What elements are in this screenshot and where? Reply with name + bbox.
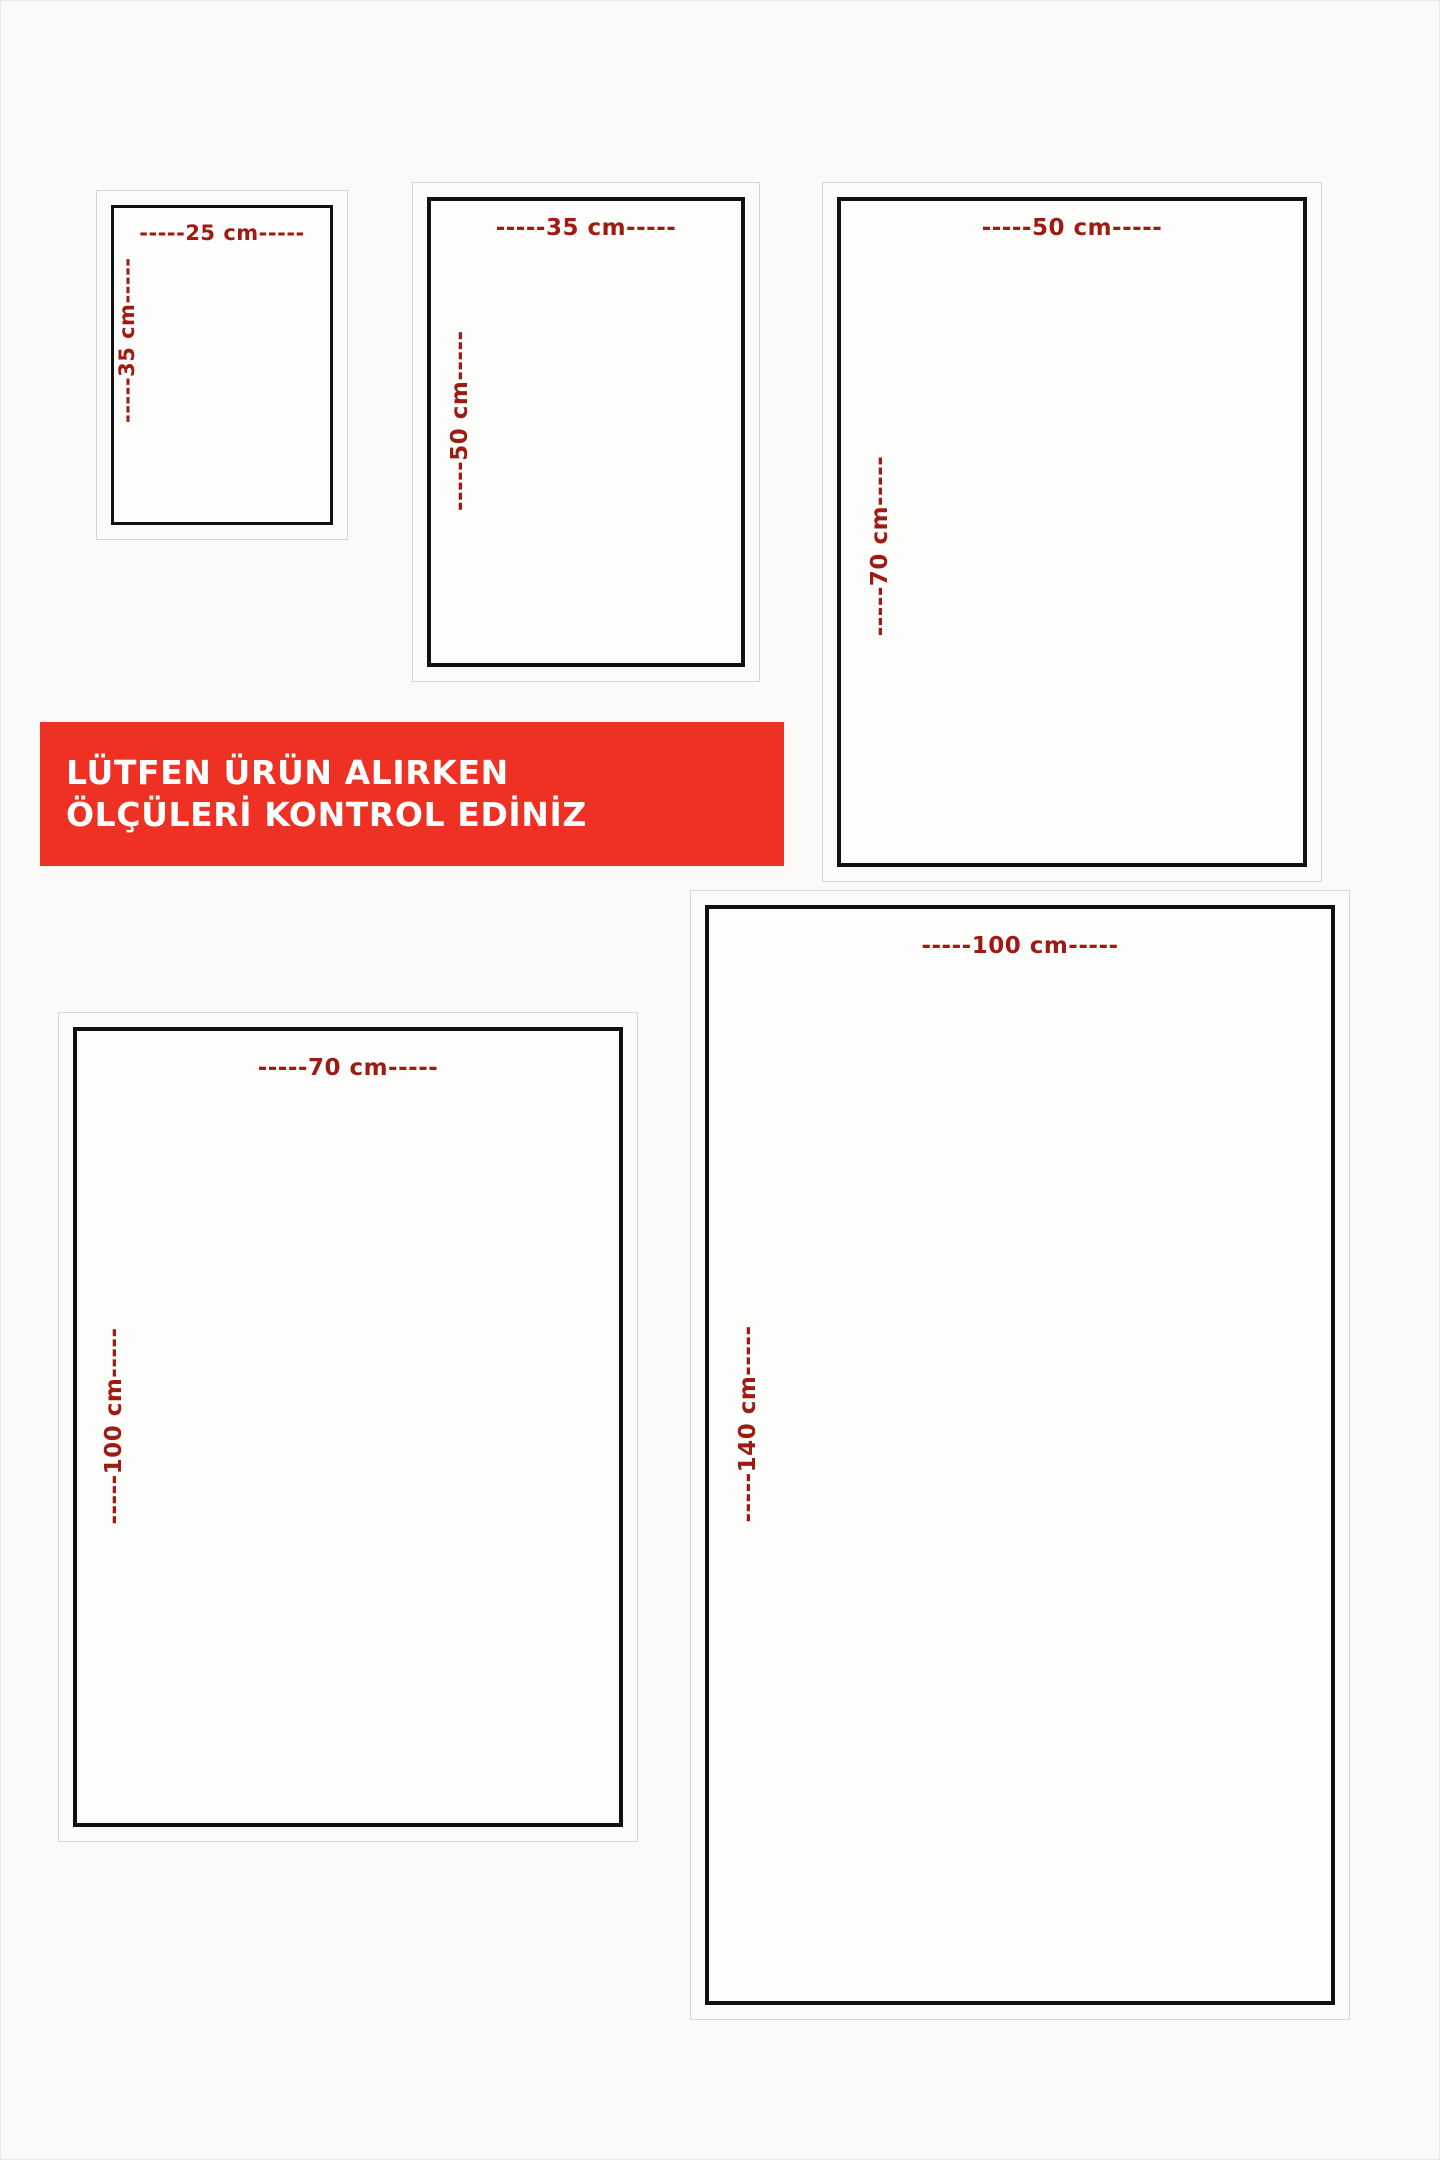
frame-25x35-inner (111, 205, 333, 525)
notice-line-1: LÜTFEN ÜRÜN ALIRKEN (66, 752, 509, 792)
frame-50x70-width-label: -----50 cm----- (981, 215, 1163, 241)
frame-35x50-height-label: -----50 cm----- (447, 330, 473, 511)
frame-25x35-height-label: -----35 cm----- (115, 257, 139, 423)
frame-35x50 (412, 182, 760, 682)
frame-35x50-inner (427, 197, 745, 667)
frame-70x100-height-label: -----100 cm----- (101, 1327, 127, 1525)
frame-100x140-height-label: -----140 cm----- (735, 1325, 761, 1523)
frame-70x100-inner (73, 1027, 623, 1827)
frame-70x100 (58, 1012, 638, 1842)
frame-100x140-inner (705, 905, 1335, 2005)
frame-50x70-height-label: -----70 cm----- (867, 455, 893, 637)
frame-100x140-width-label: -----100 cm----- (921, 933, 1119, 959)
frame-25x35 (96, 190, 348, 540)
frame-50x70 (822, 182, 1322, 882)
size-check-notice (40, 722, 784, 866)
frame-50x70-inner (837, 197, 1307, 867)
frame-100x140 (690, 890, 1350, 2020)
frame-25x35-width-label: -----25 cm----- (139, 221, 305, 245)
notice-line-2: ÖLÇÜLERİ KONTROL EDİNİZ (66, 795, 587, 834)
frame-70x100-width-label: -----70 cm----- (257, 1055, 439, 1081)
frame-35x50-width-label: -----35 cm----- (495, 215, 677, 241)
